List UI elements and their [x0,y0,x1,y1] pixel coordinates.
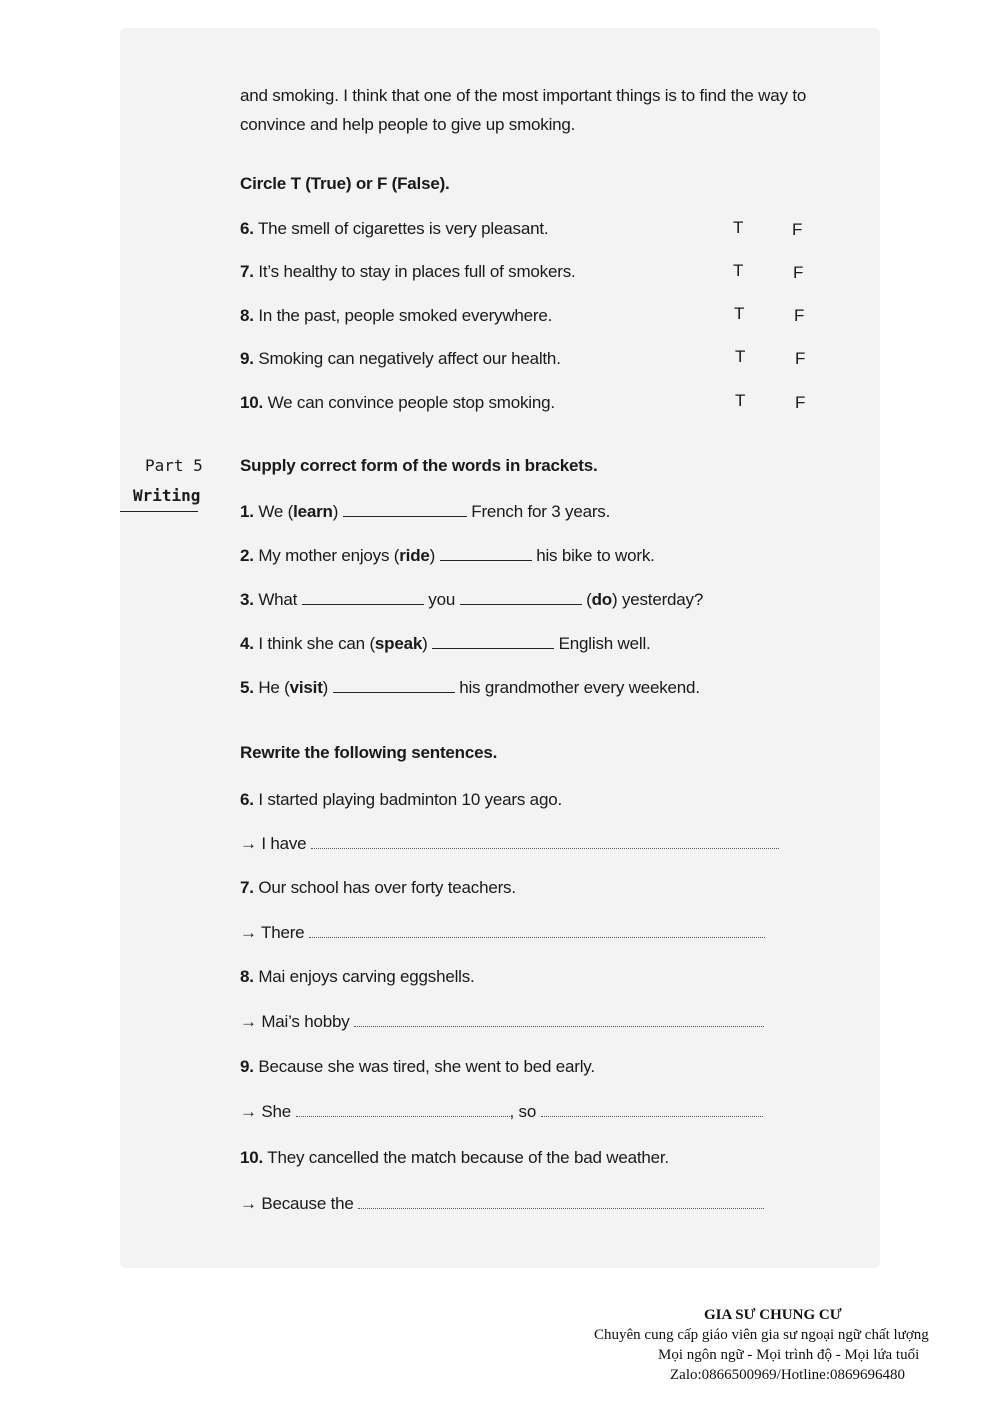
part-name: Writing [133,486,201,505]
supply-q1-blank[interactable] [343,502,467,517]
tf-item-6-false[interactable]: F [792,220,803,239]
rewrite-q8-answer: → Mai’s hobby [240,1012,764,1032]
part-underline [120,511,198,512]
part-number: Part 5 [145,456,203,475]
tf-item-9: 9. Smoking can negatively affect our health. [240,349,561,368]
footer-line-2: Mọi ngôn ngữ - Mọi trình độ - Mọi lứa tuổi [658,1347,920,1363]
supply-q1: 1. We (learn) French for 3 years. [240,502,611,521]
footer-line-3: Zalo:0866500969/Hotline:0869696480 [670,1367,905,1383]
supply-q3-blank-1[interactable] [302,590,424,605]
supply-section-title: Supply correct form of the words in brackets. [240,456,598,475]
supply-q3: 3. What you (do) yesterday? [240,590,704,609]
supply-q5: 5. He (visit) his grandmother every weekend. [240,678,700,697]
tf-item-7-true[interactable]: T [733,261,744,280]
footer-brand: GIA SƯ CHUNG CƯ [704,1307,842,1323]
supply-q4: 4. I think she can (speak) English well. [240,634,651,653]
rewrite-q6-answer: → I have [240,834,779,854]
tf-item-6: 6. The smell of cigarettes is very pleasant. [240,219,549,238]
supply-q4-blank[interactable] [432,634,554,649]
rewrite-q10-blank[interactable] [358,1194,764,1209]
rewrite-q7: 7. Our school has over forty teachers. [240,878,516,897]
rewrite-q8: 8. Mai enjoys carving eggshells. [240,967,475,986]
rewrite-q6: 6. I started playing badminton 10 years ago. [240,790,562,809]
rewrite-q8-blank[interactable] [354,1012,764,1027]
tf-item-9-true[interactable]: T [735,347,746,366]
supply-q2: 2. My mother enjoys (ride) his bike to work. [240,546,655,565]
tf-item-7: 7. It’s healthy to stay in places full of smokers. [240,262,576,281]
rewrite-section-title: Rewrite the following sentences. [240,743,498,762]
tf-item-6-true[interactable]: T [733,218,744,237]
tf-item-8-true[interactable]: T [734,304,745,323]
supply-q2-blank[interactable] [440,546,532,561]
tf-item-9-false[interactable]: F [795,349,806,368]
tf-section-title: Circle T (True) or F (False). [240,174,450,193]
supply-q5-blank[interactable] [333,678,455,693]
tf-item-10-true[interactable]: T [735,391,746,410]
rewrite-q10: 10. They cancelled the match because of the bad weather. [240,1148,669,1167]
tf-item-10: 10. We can convince people stop smoking. [240,393,555,412]
rewrite-q9-answer: → She , so [240,1102,763,1122]
rewrite-q7-blank[interactable] [309,923,765,938]
tf-item-7-false[interactable]: F [793,263,804,282]
footer-line-1: Chuyên cung cấp giáo viên gia sư ngoại ngữ chất lượng [594,1327,929,1343]
tf-item-8: 8. In the past, people smoked everywhere. [240,306,553,325]
supply-q3-blank-2[interactable] [460,590,582,605]
tf-item-10-false[interactable]: F [795,393,806,412]
rewrite-q6-blank[interactable] [311,834,779,849]
tf-item-8-false[interactable]: F [794,306,805,325]
intro-line-2: convince and help people to give up smoking. [240,115,576,134]
rewrite-q7-answer: → There [240,923,765,943]
rewrite-q10-answer: → Because the [240,1194,764,1214]
rewrite-q9: 9. Because she was tired, she went to bed early. [240,1057,595,1076]
intro-line-1: and smoking. I think that one of the most important things is to find the way to [240,86,807,105]
rewrite-q9-blank-1[interactable] [296,1102,510,1117]
rewrite-q9-blank-2[interactable] [541,1102,763,1117]
